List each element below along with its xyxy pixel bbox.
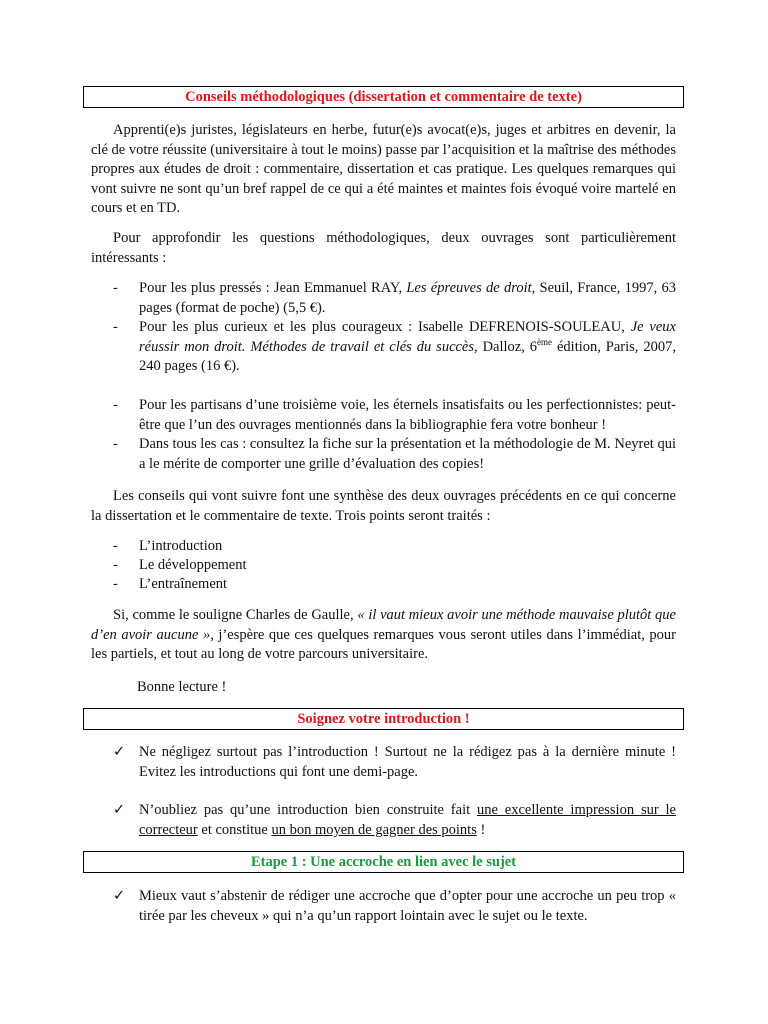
- quote-paragraph: [91, 606, 676, 665]
- dash-marker: -: [113, 319, 118, 335]
- section1-title-box: Soignez votre introduction !: [83, 708, 684, 730]
- dash-marker: -: [113, 538, 118, 554]
- check2-underline-2: un bon moyen de gagner des points: [271, 822, 477, 838]
- point-2-text: Le développement: [139, 557, 247, 573]
- dash-marker: -: [113, 280, 118, 296]
- dash-marker: -: [113, 576, 118, 592]
- intro-text: Apprenti(e)s juristes, législateurs en herbe, futur(e)s avocat(e)s, juges et arbitres en devenir, la clé de votre réussite (universitaire à tout le moins) passe par l’acquisition et la maîtrise des méthodes propres aux études de droit : commentaire, dissertation et cas pratique. Les quelques remarques qui vont suivre ne sont qu’un bref rappel de ce qui a été maintes et maintes fois évoqué voire martelé en cours et en TD.: [91, 122, 676, 216]
- book2-post: édition, Paris, 2007, 240 pages (16 €).: [139, 338, 676, 374]
- intro-paragraph: [91, 121, 676, 219]
- dash-marker: -: [113, 557, 118, 573]
- check2-pre: N’oubliez pas qu’une introduction bien construite fait: [139, 802, 477, 818]
- dash-marker: -: [113, 397, 118, 413]
- books-intro-text: Pour approfondir les questions méthodologiques, deux ouvrages sont particulièrement intéressants :: [91, 230, 676, 266]
- book-item-4: [113, 435, 676, 474]
- book2-pre: Pour les plus curieux et les plus courageux : Isabelle DEFRENOIS-SOULEAU,: [139, 319, 631, 335]
- check-icon: ✓: [113, 802, 126, 818]
- check3-text: Mieux vaut s’abstenir de rédiger une accroche que d’opter pour une accroche un peu trop « tirée par les cheveux » qui n’a qu’un rapport lointain avec le sujet ou le texte.: [139, 888, 676, 924]
- synthesis-paragraph: [91, 487, 676, 526]
- title-box: Conseils méthodologiques (dissertation et commentaire de texte): [83, 86, 684, 108]
- check1-text: Ne négligez surtout pas l’introduction ! Surtout ne la rédigez pas à la dernière minute ! Evitez les introductions qui font une demi-page.: [139, 744, 676, 780]
- check2-post: !: [476, 822, 486, 838]
- quote-pre: Si, comme le souligne Charles de Gaulle,: [113, 607, 358, 623]
- point-item-2: [113, 556, 676, 576]
- check-item-3: [113, 886, 676, 926]
- check-icon: ✓: [113, 744, 126, 760]
- point-item-1: [113, 537, 676, 557]
- book1-post: , Seuil, France, 1997, 63 pages (format de poche) (5,5 €).: [139, 280, 676, 316]
- dash-marker: -: [113, 436, 118, 452]
- quote-text: « il vaut mieux avoir une méthode mauvaise plutôt que d’en avoir aucune »: [91, 607, 676, 643]
- book-item-3: [113, 396, 676, 435]
- book2-title: Je veux réussir mon droit. Méthodes de travail et clés du succès: [139, 319, 676, 355]
- check2-mid: et constitue: [197, 822, 272, 838]
- book2-sup: ème: [537, 336, 553, 347]
- quote-post: , j’espère que ces quelques remarques vous seront utiles dans l’immédiat, pour les partiels, et tout au long de votre parcours universitaire.: [91, 626, 676, 662]
- point-3-text: L’entraînement: [139, 576, 228, 592]
- bonne-lecture-paragraph: [91, 678, 676, 698]
- book1-pre: Pour les plus pressés : Jean Emmanuel RAY,: [139, 280, 407, 296]
- check-item-1: [113, 742, 676, 782]
- book3-text: Pour les partisans d’une troisième voie, les éternels insatisfaits ou les perfectionnistes: peut-être que l’un des ouvrages mentionnés dans la bibliographie fera votre bonheur !: [139, 397, 676, 433]
- check-item-2: [113, 800, 676, 840]
- book4-text: Dans tous les cas : consultez la fiche sur la présentation et la méthodologie de M. Neyret qui a le mérite de comporter une grille d’évaluation des copies!: [139, 436, 676, 472]
- check2-underline-1: une excellente impression sur le correcteur: [139, 802, 676, 838]
- point-item-3: [113, 575, 676, 595]
- bonne-lecture-text: Bonne lecture !: [137, 679, 227, 695]
- books-intro-paragraph: [91, 229, 676, 268]
- section2-title-box: Etape 1 : Une accroche en lien avec le sujet: [83, 851, 684, 873]
- book2-mid: , Dalloz, 6: [474, 338, 538, 355]
- synthesis-text: Les conseils qui vont suivre font une synthèse des deux ouvrages précédents en ce qui concerne la dissertation et le commentaire de texte. Trois points seront traités :: [91, 488, 676, 524]
- book-item-2: [113, 318, 676, 377]
- book-item-1: [113, 279, 676, 318]
- point-1-text: L’introduction: [139, 538, 223, 554]
- check-icon: ✓: [113, 888, 126, 904]
- book1-title: Les épreuves de droit: [406, 280, 532, 296]
